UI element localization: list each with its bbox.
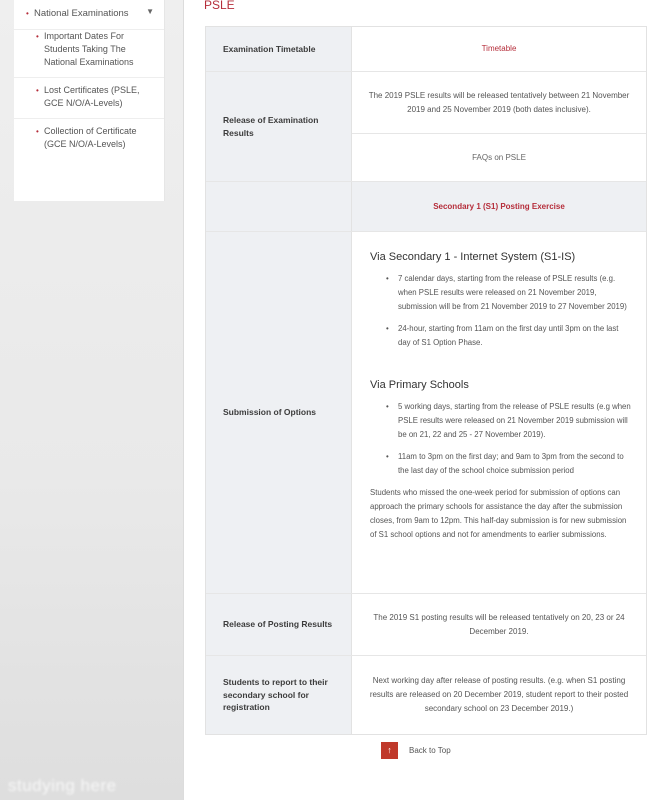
bullet-icon: • [26,9,29,18]
back-to-top-button[interactable] [381,740,451,760]
bullet-icon: • [36,86,39,95]
sidebar-item-label: Important Dates For Students Taking The National Examinations [44,31,134,67]
primary-schools-heading: Via Primary Schools [370,379,469,391]
submission-options-body [352,232,646,542]
table-row [206,594,646,656]
section-title-s1-posting: Secondary 1 (S1) Posting Exercise [352,182,646,231]
table-row [206,27,646,72]
primary-schools-list [370,400,632,478]
table-row [206,656,646,734]
main-content [183,0,670,800]
cell-timetable [352,27,646,71]
row-label-submission-of-options: Submission of Options [206,232,352,593]
list-item: • 24-hour, starting from 11am on the first day until 3pm on the last day of S1 Option Phase. [398,322,632,350]
back-to-top-label[interactable]: Back to Top [409,745,451,755]
sidebar-nav [14,0,165,201]
s1is-list [370,272,632,350]
blurred-watermark-text: studying here [8,776,117,795]
arrow-up-icon[interactable]: ↑ [381,742,398,759]
cell-release-results [352,72,646,181]
cell-submission-options [352,232,646,593]
sidebar-item-label: Lost Certificates (PSLE, GCE N/O/A-Levels) [44,85,140,108]
list-item: • 7 calendar days, starting from the release of PSLE results (e.g. when PSLE results were released on 21 November 2019, submission will be from 21 November 2019 to 27 November 2019) [398,272,632,314]
list-item: • 11am to 3pm on the first day; and 9am to 3pm from the second to the last day of the school choice submission period [398,450,632,478]
sidebar-item-collection-of-certificate[interactable] [14,125,164,151]
section-band-spacer [206,182,352,231]
row-label-release-of-posting-results: Release of Posting Results [206,594,352,655]
sidebar-header-national-examinations[interactable] [14,0,164,30]
sidebar-header-label: National Examinations [34,8,129,19]
caret-down-icon[interactable]: ▼ [146,7,154,16]
bullet-icon: • [36,127,39,136]
timetable-link[interactable]: Timetable [481,44,517,53]
sidebar-item-lost-certificates[interactable] [14,84,164,119]
table-row [206,232,646,594]
faq-psle-link[interactable]: FAQs on PSLE [472,152,526,162]
sidebar-item-label: Collection of Certificate (GCE N/O/A-Levels) [44,126,137,149]
psle-info-table [205,26,647,735]
row-label-examination-timetable: Examination Timetable [206,27,352,71]
section-band-row [206,182,646,232]
row-label-students-to-report: Students to report to their secondary school for registration [206,656,352,734]
sidebar-item-important-dates[interactable] [14,30,164,78]
row-label-release-of-examination-results: Release of Examination Results [206,72,352,181]
cell-posting-results: The 2019 S1 posting results will be released tentatively on 20, 23 or 24 December 2019. [352,594,646,655]
list-item: • 5 working days, starting from the release of PSLE results (e.g when PSLE results were released on 21 November 2019 submission will be on 21, 22 and 25 - 27 November 2019). [398,400,632,442]
faq-cell [352,134,646,181]
spacer [370,358,632,378]
release-results-text: The 2019 PSLE results will be released tentatively between 21 November 2019 and 25 November 2019 (both dates inclusive). [352,72,646,134]
s1is-heading: Via Secondary 1 - Internet System (S1-IS) [370,251,576,263]
cell-report: Next working day after release of posting results. (e.g. when S1 posting results are released on 20 December 2019, student report to their posted secondary school on 23 December 2019.) [352,656,646,734]
submission-note: Students who missed the one-week period for submission of options can approach the primary schools for assistance the day after the submission closes, from 9am to 12pm. This half-day submission is for new submission of S1 school options and not for amendments to earlier submissions. [370,488,627,539]
table-row [206,72,646,182]
bullet-icon: • [36,32,39,41]
page-title: PSLE [204,0,235,12]
